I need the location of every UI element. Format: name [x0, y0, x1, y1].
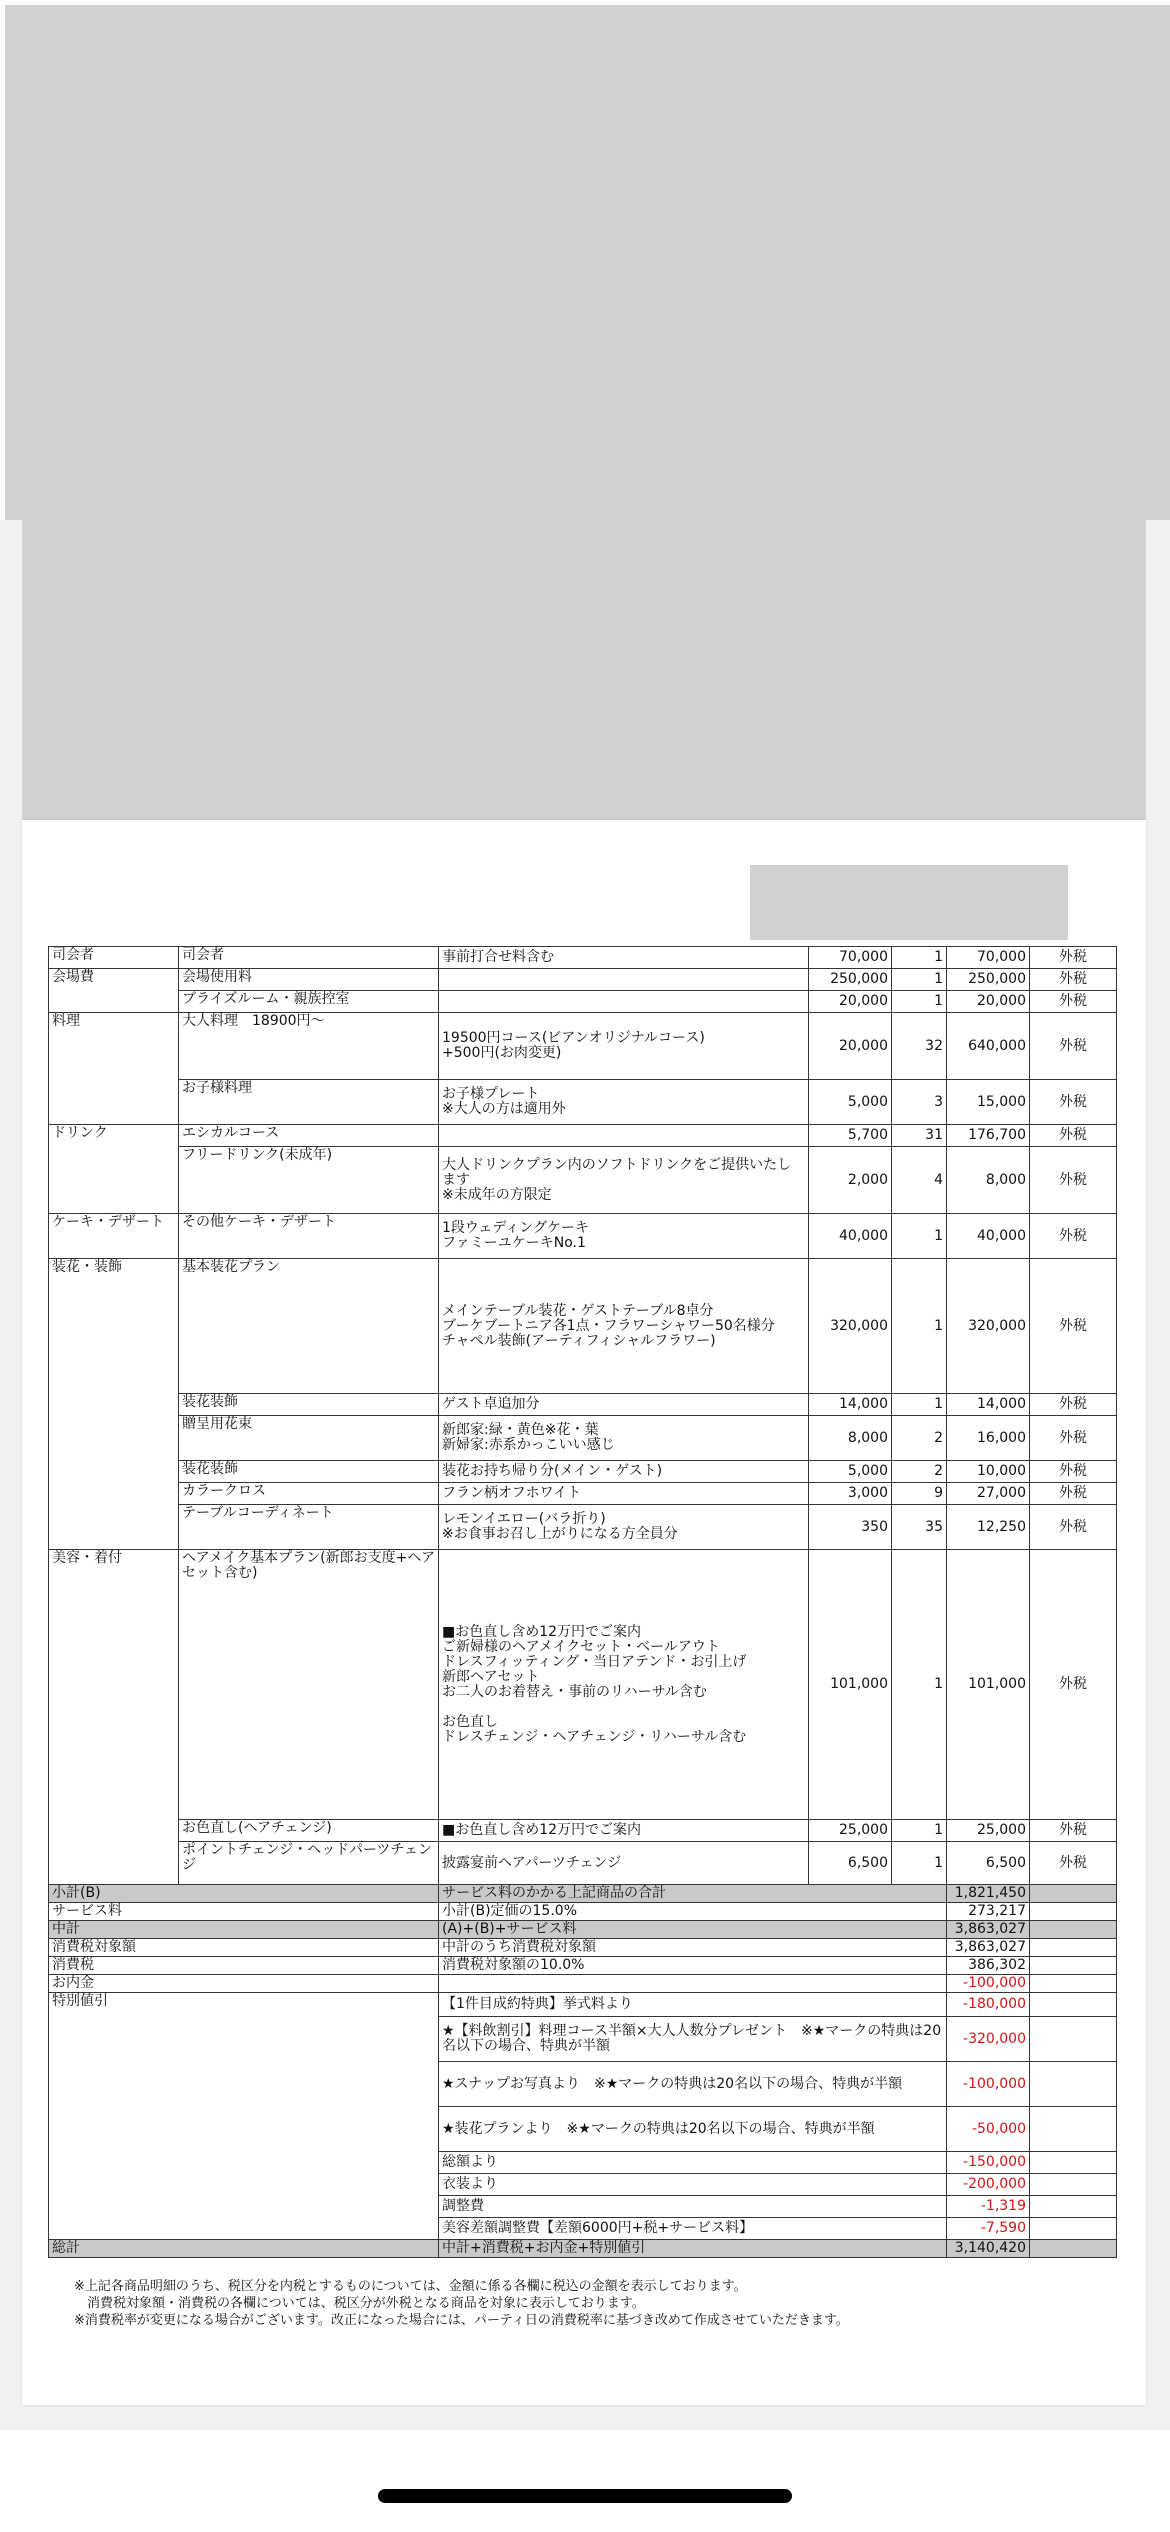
total-desc-cell: 中計+消費税+お内金+特別値引 — [439, 2240, 947, 2258]
summary-label-cell: 消費税 — [49, 1957, 439, 1975]
description-cell — [439, 1125, 809, 1147]
tax-type-cell: 外税 — [1030, 1394, 1117, 1416]
quantity-cell: 1 — [892, 969, 947, 991]
item-name-cell: ポイントチェンジ・ヘッドパーツチェンジ — [179, 1842, 439, 1885]
amount-cell: 40,000 — [947, 1214, 1030, 1259]
quantity-cell: 2 — [892, 1416, 947, 1461]
item-name-cell: 大人料理 18900円～ — [179, 1013, 439, 1080]
discount-blank-cell — [1030, 2174, 1117, 2196]
tax-type-cell: 外税 — [1030, 1842, 1117, 1885]
summary-label-cell: 小計(B) — [49, 1885, 439, 1903]
summary-desc-cell: 消費税対象額の10.0% — [439, 1957, 947, 1975]
summary-amount-cell: 386,302 — [947, 1957, 1030, 1975]
discount-blank-cell — [1030, 2196, 1117, 2218]
summary-blank-cell — [1030, 1921, 1117, 1939]
quantity-cell: 1 — [892, 947, 947, 969]
unit-price-cell: 20,000 — [809, 1013, 892, 1080]
unit-price-cell: 101,000 — [809, 1550, 892, 1820]
summary-desc-cell: サービス料のかかる上記商品の合計 — [439, 1885, 947, 1903]
description-cell: 19500円コース(ビアンオリジナルコース) +500円(お肉変更) — [439, 1013, 809, 1080]
amount-cell: 6,500 — [947, 1842, 1030, 1885]
discount-blank-cell — [1030, 2107, 1117, 2152]
summary-desc-cell: (A)+(B)+サービス料 — [439, 1921, 947, 1939]
quantity-cell: 1 — [892, 1214, 947, 1259]
summary-row — [49, 1957, 1117, 1975]
description-cell — [439, 969, 809, 991]
summary-row — [49, 1921, 1117, 1939]
tax-type-cell: 外税 — [1030, 1214, 1117, 1259]
redacted-area-header — [22, 520, 1146, 820]
tax-type-cell: 外税 — [1030, 1483, 1117, 1505]
discount-desc-cell: ★装花プランより ※★マークの特典は20名以下の場合、特典が半額 — [439, 2107, 947, 2152]
item-name-cell: ヘアメイク基本プラン(新郎お支度+ヘアセット含む) — [179, 1550, 439, 1820]
amount-cell: 20,000 — [947, 991, 1030, 1013]
item-name-cell: お色直し(ヘアチェンジ) — [179, 1820, 439, 1842]
description-cell: ■お色直し含め12万円でご案内 — [439, 1820, 809, 1842]
discount-blank-cell — [1030, 2218, 1117, 2240]
unit-price-cell: 3,000 — [809, 1483, 892, 1505]
summary-desc-cell: 中計のうち消費税対象額 — [439, 1939, 947, 1957]
quantity-cell: 2 — [892, 1461, 947, 1483]
footnote-line: ※消費税率が変更になる場合がございます。改正になった場合には、パーティ日の消費税率に基づき改めて作成させていただきます。 — [74, 2313, 849, 2328]
category-cell: 装花・装飾 — [49, 1259, 179, 1550]
item-name-cell: フリードリンク(未成年) — [179, 1147, 439, 1214]
amount-cell: 14,000 — [947, 1394, 1030, 1416]
summary-row — [49, 1939, 1117, 1957]
unit-price-cell: 25,000 — [809, 1820, 892, 1842]
item-name-cell: 会場使用料 — [179, 969, 439, 991]
discount-desc-cell: ★スナップお写真より ※★マークの特典は20名以下の場合、特典が半額 — [439, 2062, 947, 2107]
discount-label-cell: 特別値引 — [49, 1993, 439, 2240]
line-item-row — [49, 1416, 1117, 1461]
unit-price-cell: 40,000 — [809, 1214, 892, 1259]
category-cell: 司会者 — [49, 947, 179, 969]
summary-blank-cell — [1030, 1939, 1117, 1957]
unit-price-cell: 5,000 — [809, 1461, 892, 1483]
line-item-row — [49, 1125, 1117, 1147]
description-cell: 事前打合せ料含む — [439, 947, 809, 969]
unit-price-cell: 320,000 — [809, 1259, 892, 1394]
discount-blank-cell — [1030, 2152, 1117, 2174]
quantity-cell: 1 — [892, 1842, 947, 1885]
discount-desc-cell: 【1件目成約特典】挙式料より — [439, 1993, 947, 2017]
amount-cell: 15,000 — [947, 1080, 1030, 1125]
total-amount-cell: 3,140,420 — [947, 2240, 1030, 2258]
summary-blank-cell — [1030, 1903, 1117, 1921]
summary-blank-cell — [1030, 1957, 1117, 1975]
category-cell: 料理 — [49, 1013, 179, 1125]
line-item-row — [49, 1505, 1117, 1550]
tax-type-cell: 外税 — [1030, 1147, 1117, 1214]
amount-cell: 10,000 — [947, 1461, 1030, 1483]
discount-desc-cell: 衣装より — [439, 2174, 947, 2196]
footnote-line: 消費税対象額・消費税の各欄については、税区分が外税となる商品を対象に表示しております。 — [74, 2296, 645, 2311]
discount-amount-cell: -320,000 — [947, 2017, 1030, 2062]
item-name-cell: 装花装飾 — [179, 1461, 439, 1483]
category-cell: ドリンク — [49, 1125, 179, 1214]
discount-amount-cell: -1,319 — [947, 2196, 1030, 2218]
item-name-cell: ブライズルーム・親族控室 — [179, 991, 439, 1013]
amount-cell: 250,000 — [947, 969, 1030, 991]
tax-type-cell: 外税 — [1030, 991, 1117, 1013]
line-item-row — [49, 1259, 1117, 1394]
discount-blank-cell — [1030, 2062, 1117, 2107]
line-item-row — [49, 1214, 1117, 1259]
quantity-cell: 4 — [892, 1147, 947, 1214]
redacted-area-top — [5, 5, 1170, 520]
line-item-row — [49, 947, 1117, 969]
unit-price-cell: 350 — [809, 1505, 892, 1550]
quantity-cell: 1 — [892, 991, 947, 1013]
amount-cell: 320,000 — [947, 1259, 1030, 1394]
line-item-row — [49, 991, 1117, 1013]
line-item-row — [49, 1461, 1117, 1483]
description-cell: 1段ウェディングケーキ ファミーユケーキNo.1 — [439, 1214, 809, 1259]
home-indicator — [378, 2489, 792, 2503]
description-cell: フラン柄オフホワイト — [439, 1483, 809, 1505]
discount-amount-cell: -100,000 — [947, 2062, 1030, 2107]
summary-label-cell: 中計 — [49, 1921, 439, 1939]
line-item-row — [49, 1080, 1117, 1125]
item-name-cell: 装花装飾 — [179, 1394, 439, 1416]
discount-amount-cell: -180,000 — [947, 1993, 1030, 2017]
summary-amount-cell: 3,863,027 — [947, 1939, 1030, 1957]
unit-price-cell: 20,000 — [809, 991, 892, 1013]
discount-amount-cell: -200,000 — [947, 2174, 1030, 2196]
description-cell — [439, 991, 809, 1013]
tax-type-cell: 外税 — [1030, 947, 1117, 969]
summary-amount-cell: 3,863,027 — [947, 1921, 1030, 1939]
quantity-cell: 32 — [892, 1013, 947, 1080]
discount-desc-cell: 調整費 — [439, 2196, 947, 2218]
summary-amount-cell: 273,217 — [947, 1903, 1030, 1921]
line-item-row — [49, 1550, 1117, 1820]
quantity-cell: 35 — [892, 1505, 947, 1550]
line-item-row — [49, 969, 1117, 991]
unit-price-cell: 6,500 — [809, 1842, 892, 1885]
amount-cell: 27,000 — [947, 1483, 1030, 1505]
quantity-cell: 1 — [892, 1259, 947, 1394]
discount-amount-cell: -150,000 — [947, 2152, 1030, 2174]
category-cell: 美容・着付 — [49, 1550, 179, 1885]
description-cell: 装花お持ち帰り分(メイン・ゲスト) — [439, 1461, 809, 1483]
tax-type-cell: 外税 — [1030, 1013, 1117, 1080]
description-cell: 新郎家:緑・黄色※花・葉 新婦家:赤系かっこいい感じ — [439, 1416, 809, 1461]
tax-type-cell: 外税 — [1030, 1416, 1117, 1461]
tax-type-cell: 外税 — [1030, 969, 1117, 991]
redacted-area-doc — [750, 865, 1068, 940]
discount-desc-cell: 総額より — [439, 2152, 947, 2174]
tax-type-cell: 外税 — [1030, 1259, 1117, 1394]
line-item-row — [49, 1842, 1117, 1885]
line-item-row — [49, 1013, 1117, 1080]
unit-price-cell: 5,700 — [809, 1125, 892, 1147]
summary-row — [49, 1885, 1117, 1903]
description-cell: 披露宴前ヘアパーツチェンジ — [439, 1842, 809, 1885]
discount-blank-cell — [1030, 1993, 1117, 2017]
summary-amount-cell: -100,000 — [947, 1975, 1030, 1993]
item-name-cell: お子様料理 — [179, 1080, 439, 1125]
amount-cell: 25,000 — [947, 1820, 1030, 1842]
amount-cell: 176,700 — [947, 1125, 1030, 1147]
tax-type-cell: 外税 — [1030, 1461, 1117, 1483]
item-name-cell: その他ケーキ・デザート — [179, 1214, 439, 1259]
quantity-cell: 31 — [892, 1125, 947, 1147]
summary-amount-cell: 1,821,450 — [947, 1885, 1030, 1903]
tax-type-cell: 外税 — [1030, 1550, 1117, 1820]
item-name-cell: エシカルコース — [179, 1125, 439, 1147]
quantity-cell: 3 — [892, 1080, 947, 1125]
unit-price-cell: 14,000 — [809, 1394, 892, 1416]
item-name-cell: 基本装花プラン — [179, 1259, 439, 1394]
line-item-row — [49, 1483, 1117, 1505]
item-name-cell: 贈呈用花束 — [179, 1416, 439, 1461]
amount-cell: 8,000 — [947, 1147, 1030, 1214]
description-cell: レモンイエロー(バラ折り) ※お食事お召し上がりになる方全員分 — [439, 1505, 809, 1550]
discount-row — [49, 1993, 1117, 2017]
amount-cell: 640,000 — [947, 1013, 1030, 1080]
description-cell: ■お色直し含め12万円でご案内 ご新婦様のヘアメイクセット・ベールアウト ドレスフィッティング・当日アテンド・お引上げ 新郎ヘアセット お二人のお着替え・事前のリハーサル含む お色直し ドレスチェンジ・ヘアチェンジ・リハーサル含む — [439, 1550, 809, 1820]
line-item-row — [49, 1147, 1117, 1214]
line-item-row — [49, 1394, 1117, 1416]
item-name-cell: テーブルコーディネート — [179, 1505, 439, 1550]
description-cell: メインテーブル装花・ゲストテーブル8卓分 ブーケブートニア各1点・フラワーシャワー50名様分 チャペル装飾(アーティフィシャルフラワー) — [439, 1259, 809, 1394]
quantity-cell: 1 — [892, 1820, 947, 1842]
estimate-table — [48, 946, 1117, 2258]
line-item-row — [49, 1820, 1117, 1842]
amount-cell: 16,000 — [947, 1416, 1030, 1461]
amount-cell: 101,000 — [947, 1550, 1030, 1820]
discount-desc-cell: 美容差額調整費【差額6000円+税+サービス料】 — [439, 2218, 947, 2240]
category-cell: 会場費 — [49, 969, 179, 1013]
description-cell: 大人ドリンクプラン内のソフトドリンクをご提供いたします ※未成年の方限定 — [439, 1147, 809, 1214]
unit-price-cell: 8,000 — [809, 1416, 892, 1461]
summary-label-cell: サービス料 — [49, 1903, 439, 1921]
description-cell: お子様プレート ※大人の方は適用外 — [439, 1080, 809, 1125]
description-cell: ゲスト卓追加分 — [439, 1394, 809, 1416]
summary-row — [49, 1903, 1117, 1921]
discount-amount-cell: -50,000 — [947, 2107, 1030, 2152]
quantity-cell: 1 — [892, 1550, 947, 1820]
amount-cell: 70,000 — [947, 947, 1030, 969]
total-blank-cell — [1030, 2240, 1117, 2258]
summary-blank-cell — [1030, 1885, 1117, 1903]
category-cell: ケーキ・デザート — [49, 1214, 179, 1259]
unit-price-cell: 250,000 — [809, 969, 892, 991]
unit-price-cell: 2,000 — [809, 1147, 892, 1214]
footnotes — [74, 2278, 849, 2329]
tax-type-cell: 外税 — [1030, 1820, 1117, 1842]
total-label-cell: 総計 — [49, 2240, 439, 2258]
item-name-cell: カラークロス — [179, 1483, 439, 1505]
footnote-line: ※上記各商品明細のうち、税区分を内税とするものについては、金額に係る各欄に税込の金額を表示しております。 — [74, 2279, 747, 2294]
quantity-cell: 1 — [892, 1394, 947, 1416]
item-name-cell: 司会者 — [179, 947, 439, 969]
summary-label-cell: 消費税対象額 — [49, 1939, 439, 1957]
amount-cell: 12,250 — [947, 1505, 1030, 1550]
discount-blank-cell — [1030, 2017, 1117, 2062]
summary-blank-cell — [1030, 1975, 1117, 1993]
tax-type-cell: 外税 — [1030, 1505, 1117, 1550]
quantity-cell: 9 — [892, 1483, 947, 1505]
summary-desc-cell — [439, 1975, 947, 1993]
tax-type-cell: 外税 — [1030, 1125, 1117, 1147]
summary-label-cell: お内金 — [49, 1975, 439, 1993]
estimate-document — [22, 820, 1146, 2405]
discount-amount-cell: -7,590 — [947, 2218, 1030, 2240]
summary-row — [49, 1975, 1117, 1993]
unit-price-cell: 5,000 — [809, 1080, 892, 1125]
discount-desc-cell: ★【料飲割引】料理コース半額×大人人数分プレゼント ※★マークの特典は20名以下の場合、特典が半額 — [439, 2017, 947, 2062]
total-row — [49, 2240, 1117, 2258]
unit-price-cell: 70,000 — [809, 947, 892, 969]
tax-type-cell: 外税 — [1030, 1080, 1117, 1125]
summary-desc-cell: 小計(B)定価の15.0% — [439, 1903, 947, 1921]
